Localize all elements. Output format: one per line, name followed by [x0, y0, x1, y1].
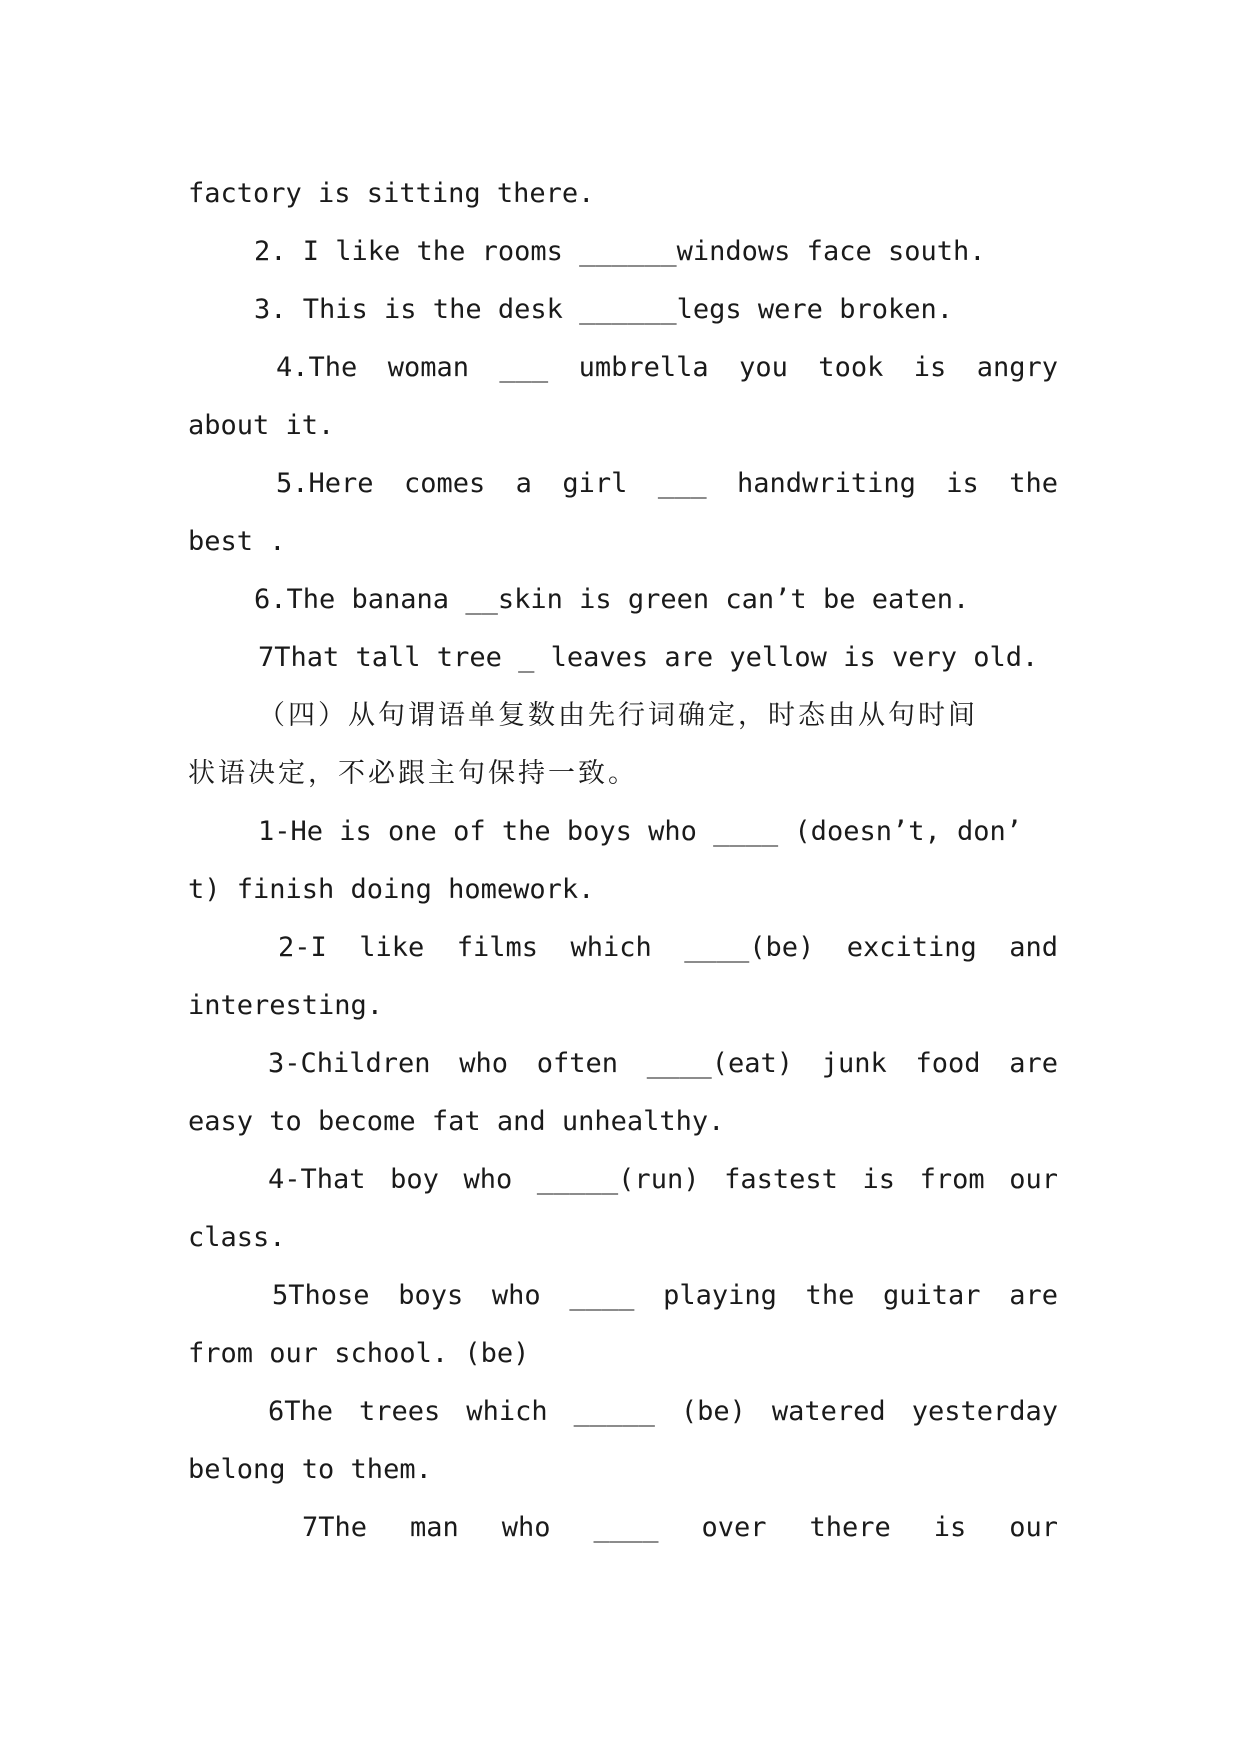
- exercise-3-continued: easy to become fat and unhealthy.: [188, 1106, 725, 1137]
- exercise-2-films: 2-I like films which ____(be) exciting and: [278, 932, 1058, 963]
- section-four-heading-continued: 状语决定，不必跟主句保持一致。: [188, 758, 638, 789]
- sentence-5-girl: 5.Here comes a girl ___ handwriting is the: [276, 468, 1058, 499]
- exercise-6-continued: belong to them.: [188, 1454, 432, 1485]
- sentence-6-banana: 6.The banana __skin is green can’t be eaten.: [254, 584, 970, 615]
- exercise-6-trees: 6The trees which _____ (be) watered yesterday: [268, 1396, 1058, 1427]
- sentence-3-desk: 3. This is the desk ______legs were broken.: [254, 294, 953, 325]
- sentence-2-rooms: 2. I like the rooms ______windows face south.: [254, 236, 986, 267]
- exercise-5-continued: from our school. (be): [188, 1338, 530, 1369]
- sentence-4-continued: about it.: [188, 410, 335, 441]
- sentence-4-woman: 4.The woman ___ umbrella you took is angry: [276, 352, 1058, 383]
- exercise-1-boys: 1-He is one of the boys who ____ (doesn’t, don’: [258, 816, 1023, 847]
- document-page: [188, 165, 1058, 1557]
- sentence-7-tree: 7That tall tree _ leaves are yellow is very old.: [258, 642, 1039, 673]
- exercise-5-boys: 5Those boys who ____ playing the guitar are: [272, 1280, 1058, 1311]
- sentence-5-continued: best .: [188, 526, 286, 557]
- exercise-3-children: 3-Children who often ____(eat) junk food are: [268, 1048, 1058, 1079]
- text-line-1: factory is sitting there.: [188, 178, 595, 209]
- exercise-1-continued: t) finish doing homework.: [188, 874, 595, 905]
- exercise-4-continued: class.: [188, 1222, 286, 1253]
- exercise-2-continued: interesting.: [188, 990, 384, 1021]
- exercise-7-man: 7The man who ____ over there is our: [302, 1512, 1058, 1543]
- exercise-4-boy: 4-That boy who _____(run) fastest is from our: [268, 1164, 1058, 1195]
- section-four-heading: （四）从句谓语单复数由先行词确定，时态由从句时间: [258, 700, 978, 731]
